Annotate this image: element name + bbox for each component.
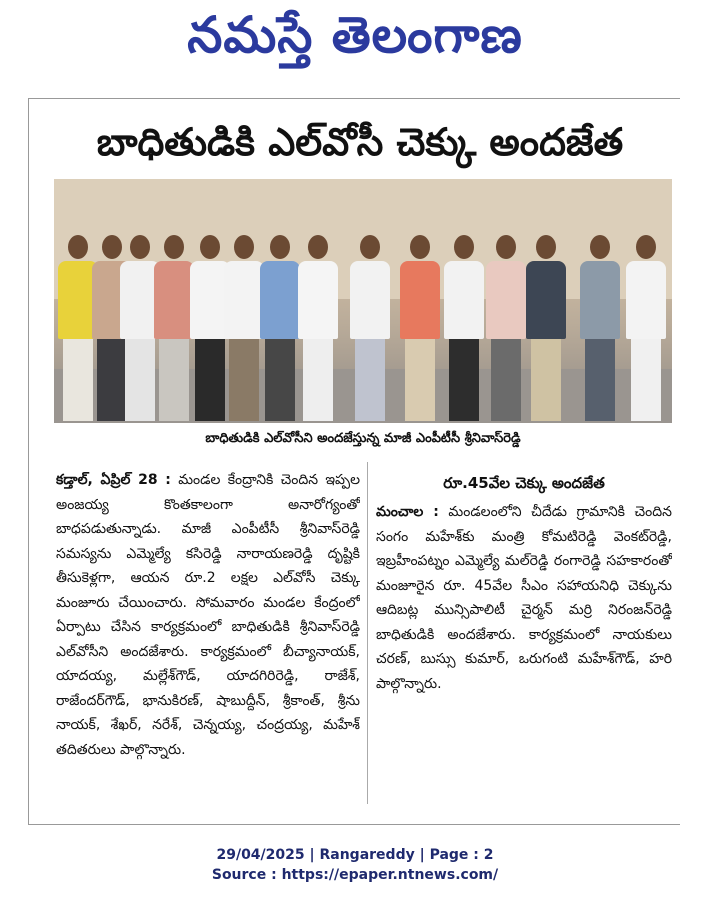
left-rule <box>28 98 29 824</box>
story-1-body: మండల కేంద్రానికి చెందిన ఇప్పల అంజయ్య కొంతకాలంగా అనారోగ్యంతో బాధపడుతున్నాడు. మాజీ ఎంపీటీసీ శ్రీనివాస్‌రెడ్డి సమస్యను ఎమ్మెల్యే కసిరెడ్డి నారాయణరెడ్డి దృష్టికి తీసుకెళ్లగా, ఆయన రూ.2 లక్షల ఎల్‌వోసీ చెక్కు మంజూరు చేయించారు. సోమవారం మండల కేంద్రంలో ఏర్పాటు చేసిన కార్యక్రమంలో బాధితుడికి శ్రీనివాస్‌రెడ్డి ఎల్‌వోసీని అందజేశారు. కార్యక్రమంలో బీచ్యానాయక్, యాదయ్య, మల్లేశ్‌గౌడ్, యాదగిరిరెడ్డి, రాజేశ్, రాజేందర్‌గౌడ్, భానుకిరణ్, షాబుద్దీన్, శ్రీకాంత్, శ్రీను నాయక్, శేఖర్, నరేశ్, చెన్నయ్య, చంద్రయ్య, మహేశ్ తదితరులు పాల్గొన్నారు. <box>56 472 360 758</box>
story-2-subhead: రూ.45వేల చెక్కు అందజేత <box>443 474 605 492</box>
newspaper-masthead: నమస్తే తెలంగాణ <box>187 6 523 64</box>
photo-caption: బాధితుడికి ఎల్‌వోసీని అందజేస్తున్న మాజీ ఎంపీటీసీ శ్రీనివాస్‌రెడ్డి <box>205 431 521 446</box>
column-divider <box>367 462 368 804</box>
article-photo <box>54 179 672 423</box>
story-1-dateline: కడ్తాల్, ఏప్రిల్ 28 : <box>56 472 171 488</box>
footer-date-edition: 29/04/2025 | Rangareddy | Page : 2 <box>216 847 494 863</box>
footer-source-link[interactable]: Source : https://epaper.ntnews.com/ <box>211 867 499 883</box>
article-headline: బాధితుడికి ఎల్‌వోసీ చెక్కు అందజేత <box>96 120 624 164</box>
story-2-body: మండలంలోని చీదేడు గ్రామానికి చెందిన సంగం మహేశ్‌కు మంత్రి కోమటిరెడ్డి వెంకట్‌రెడ్డి, ఇబ్రహీంపట్నం ఎమ్మెల్యే మల్‌రెడ్డి రంగారెడ్డి సహకారంతో మంజూరైన రూ. 45వేల సీఎం సహాయనిధి చెక్కును ఆదిబట్ల మున్సిపాలిటీ చైర్మన్ మర్రి నిరంజన్‌రెడ్డి బాధితుడికి అందజేశారు. కార్యక్రమంలో నాయకులు చరణ్, బుస్సు కుమార్, ఒరుగంటి మహేశ్‌గౌడ్, హరి పాల్గొన్నారు. <box>376 504 672 692</box>
story-1-column <box>56 468 360 808</box>
top-rule <box>28 98 680 99</box>
story-2-column <box>376 468 672 808</box>
story-2-dateline: మంచాల : <box>376 504 439 520</box>
bottom-rule <box>28 824 680 825</box>
